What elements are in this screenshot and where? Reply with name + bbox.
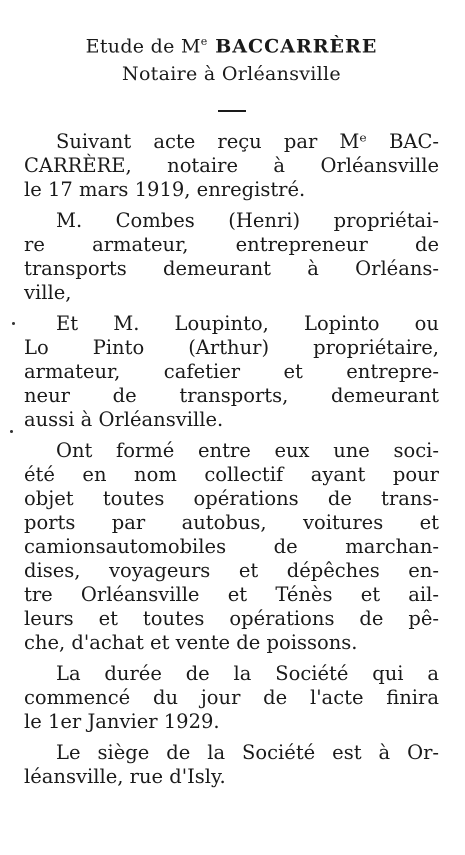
paragraph-line: Lo Pinto (Arthur) propriétaire, [24,336,439,360]
paragraph-line: été en nom collectif ayant pour [24,463,439,487]
paragraph-line: re armateur, entrepreneur de [24,233,439,257]
notice-paragraph [24,741,439,789]
heading-prefix: Etude de M [85,35,201,58]
paragraph-line: La durée de la Société qui a [56,662,439,686]
notice-paragraph [24,312,439,432]
paragraph-line: le 1er Janvier 1929. [24,710,220,734]
paragraph-line: Le siège de la Société est à Or- [56,741,439,765]
paragraph-line: dises, voyageurs et dépêches en- [24,559,439,583]
paragraph-line: tre Orléansville et Ténès et ail- [24,583,439,607]
header-divider [218,110,246,112]
notary-name: BACCARRÈRE [207,35,378,58]
paragraph-line: transports demeurant à Orléans- [24,257,439,281]
notice-body [24,130,439,789]
paragraph-line: camionsautomobiles de marchan- [24,535,439,559]
print-speck [10,430,13,433]
notary-title: Notaire à Orléansville [122,63,341,86]
paragraph-line: CARRÈRE, notaire à Orléansville [24,154,439,178]
paragraph-line: léansville, rue d'Isly. [24,765,226,789]
paragraph-line: Et M. Loupinto, Lopinto ou [56,312,439,336]
paragraph-line: leurs et toutes opérations de pê- [24,607,439,631]
paragraph-line: M. Combes (Henri) propriétai- [56,209,439,233]
notice-paragraph [24,130,439,202]
notice-paragraph [24,662,439,734]
paragraph-line: aussi à Orléansville. [24,408,224,432]
paragraph-line: Ont formé entre eux une soci- [56,439,439,463]
paragraph-line: le 17 mars 1919, enregistré. [24,178,306,202]
print-speck [12,322,15,325]
paragraph-line: armateur, cafetier et entrepre- [24,360,439,384]
paragraph-line: ville, [24,281,72,305]
paragraph-line: Suivant acte reçu par Mᵉ BAC- [56,130,439,154]
paragraph-line: neur de transports, demeurant [24,384,439,408]
notice-paragraph [24,439,439,655]
notice-paragraph [24,209,439,305]
paragraph-line: ports par autobus, voitures et [24,511,439,535]
heading-superscript: e [200,35,208,48]
paragraph-line: commencé du jour de l'acte finira [24,686,439,710]
notary-study-heading [24,28,439,60]
paragraph-line: che, d'achat et vente de poissons. [24,631,358,655]
paragraph-line: objet toutes opérations de trans- [24,487,439,511]
